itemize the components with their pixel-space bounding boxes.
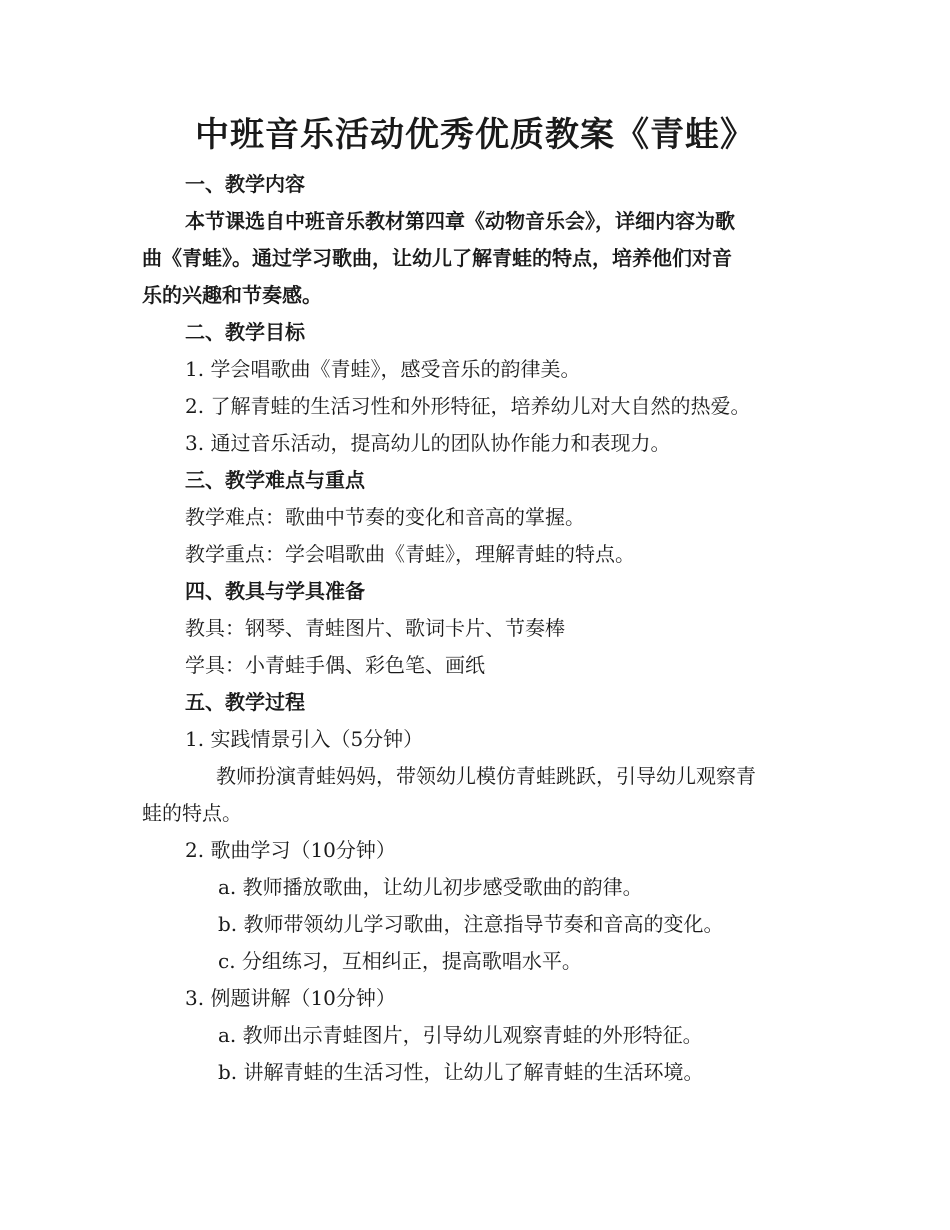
- section-heading-process: 五、教学过程: [185, 690, 305, 714]
- section-heading-materials: 四、教具与学具准备: [185, 579, 365, 603]
- list-item: 3. 例题讲解（10分钟）: [185, 986, 396, 1010]
- list-item: 1. 实践情景引入（5分钟）: [185, 727, 424, 751]
- paragraph-line: 教学重点：学会唱歌曲《青蛙》，理解青蛙的特点。: [185, 542, 635, 566]
- section-heading-objectives: 二、教学目标: [185, 320, 305, 344]
- section-heading-content: 一、教学内容: [185, 172, 305, 196]
- list-item: 2. 歌曲学习（10分钟）: [185, 838, 396, 862]
- list-item: 3. 通过音乐活动，提高幼儿的团队协作能力和表现力。: [185, 431, 671, 455]
- paragraph-line: 乐的兴趣和节奏感。: [142, 283, 322, 307]
- document-title: 中班音乐活动优秀优质教案《青蛙》: [195, 115, 755, 155]
- paragraph-line: 本节课选自中班音乐教材第四章《动物音乐会》，详细内容为歌: [185, 209, 735, 233]
- paragraph-line: 教学难点：歌曲中节奏的变化和音高的掌握。: [185, 505, 585, 529]
- list-item: 1. 学会唱歌曲《青蛙》，感受音乐的韵律美。: [185, 357, 581, 381]
- sub-list-item: a. 教师播放歌曲，让幼儿初步感受歌曲的韵律。: [218, 875, 643, 899]
- sub-list-item: c. 分组练习，互相纠正，提高歌唱水平。: [218, 949, 582, 973]
- sub-list-item: b. 讲解青蛙的生活习性，让幼儿了解青蛙的生活环境。: [218, 1060, 704, 1084]
- paragraph-line: 教具：钢琴、青蛙图片、歌词卡片、节奏棒: [185, 616, 565, 640]
- paragraph-line: 教师扮演青蛙妈妈，带领幼儿模仿青蛙跳跃，引导幼儿观察青: [216, 764, 756, 788]
- sub-list-item: a. 教师出示青蛙图片，引导幼儿观察青蛙的外形特征。: [218, 1023, 703, 1047]
- paragraph-line: 学具：小青蛙手偶、彩色笔、画纸: [185, 653, 485, 677]
- paragraph-line: 曲《青蛙》。通过学习歌曲，让幼儿了解青蛙的特点，培养他们对音: [142, 246, 732, 270]
- paragraph-line: 蛙的特点。: [142, 801, 242, 825]
- list-item: 2. 了解青蛙的生活习性和外形特征，培养幼儿对大自然的热爱。: [185, 394, 751, 418]
- sub-list-item: b. 教师带领幼儿学习歌曲，注意指导节奏和音高的变化。: [218, 912, 724, 936]
- section-heading-difficulty: 三、教学难点与重点: [185, 468, 365, 492]
